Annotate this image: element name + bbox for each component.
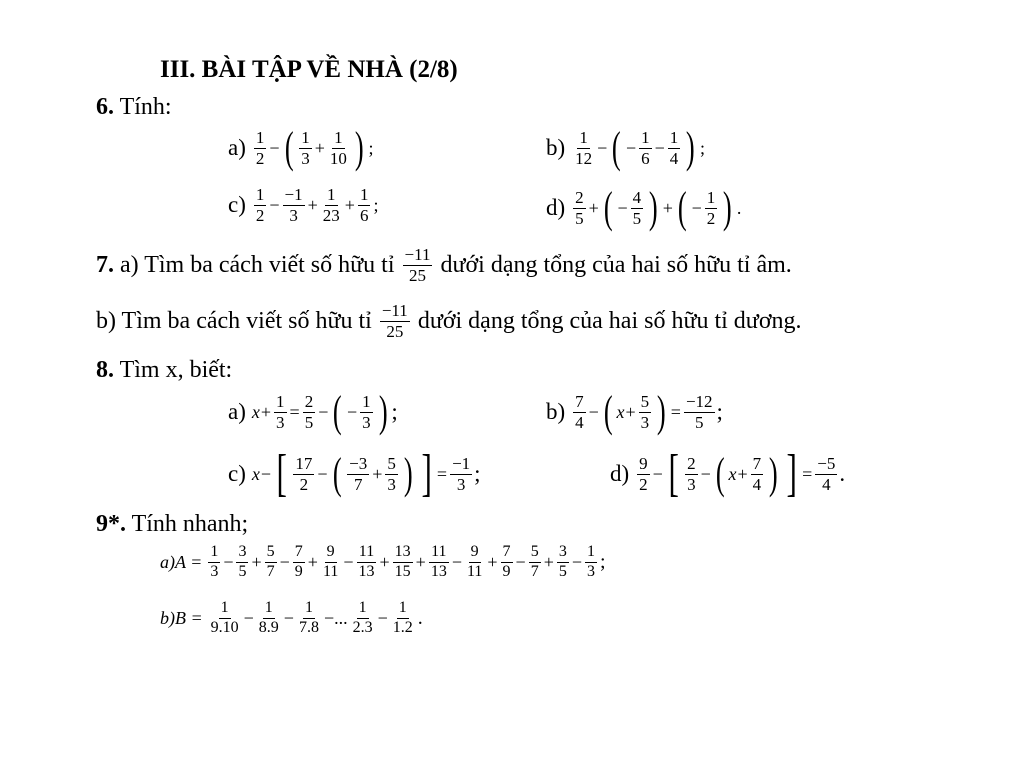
operator: + <box>543 551 554 572</box>
fraction: $\frac{7}{9}$ <box>294 543 303 580</box>
ex8-b: b) $\frac{7}{4}$ − ( x + $\frac{5}{3}$ ) = $\frac{-12}{5}$ ; <box>546 387 723 436</box>
ex8-d: d) $\frac{9}{2}$ − [ $\frac{2}{3}$ − ( x + $\frac{7}{4}$ ) ] = $\frac{-5}{4}$ . <box>610 445 846 502</box>
operator: − <box>515 551 526 572</box>
operator: −... <box>323 607 348 628</box>
ex6-b: b) $\frac{1}{12}$ − ( − $\frac{1}{6}$ − $\frac{1}{4}$ ) ; <box>546 123 705 172</box>
operator: − <box>343 551 354 572</box>
expr-label: a)A = <box>160 551 203 572</box>
fraction: $\frac{1}{3}$ <box>210 543 219 580</box>
fraction: $\frac{1}{2}$ <box>255 127 265 168</box>
fraction: $\frac{9}{11}$ <box>466 543 483 580</box>
fraction: $\frac{1}{3}$ <box>276 391 285 432</box>
part-label: c) <box>228 192 246 218</box>
exercise-7b <box>96 302 802 341</box>
exercise-7a <box>96 246 792 285</box>
part-label: a) <box>228 135 246 160</box>
fraction: $\frac{1}{7.8}$ <box>298 599 319 636</box>
exercise-number: 6. <box>96 94 114 120</box>
ex6-a: a) $\frac{1}{2}$ − ( $\frac{1}{3}$ + $\frac{1}{10}$ ) ; <box>228 123 374 172</box>
fraction: $\frac{1}{10}$ <box>329 127 347 168</box>
fraction: $\frac{11}{13}$ <box>430 543 447 580</box>
operator: + <box>307 551 318 572</box>
fraction: $\frac{1}{8.9}$ <box>258 599 279 636</box>
operator: − <box>223 551 234 572</box>
fraction: $\frac{5}{7}$ <box>530 543 539 580</box>
fraction: $\frac{7}{9}$ <box>502 543 511 580</box>
part-label: d) <box>546 195 566 220</box>
part-label: b) <box>546 399 566 424</box>
fraction: $\frac{-11}{25}$ <box>381 301 408 341</box>
fraction: $\frac{1}{4}$ <box>669 127 679 168</box>
fraction: $\frac{1}{6}$ <box>359 185 369 225</box>
fraction: $\frac{13}{15}$ <box>394 543 411 580</box>
fraction: $\frac{-1}{3}$ <box>452 453 471 494</box>
fraction: $\frac{1}{23}$ <box>322 185 340 225</box>
exercise-text: dưới dạng tổng của hai số hữu tỉ dương. <box>411 307 802 334</box>
operator: − <box>243 607 254 628</box>
fraction: $\frac{1}{12}$ <box>575 127 593 168</box>
fraction: $\frac{17}{2}$ <box>295 453 313 494</box>
fraction: $\frac{-12}{5}$ <box>685 391 713 432</box>
operator: + <box>415 551 426 572</box>
ex9-a: a)A = $\frac{1}{3}$ − $\frac{3}{5}$ + $\frac{5}{7}$ − $\frac{7}{9}$ + $\frac{9}{11}$ − $\frac{11}{13}$ + $\frac{13}{15}$ + $\frac{11}{13}$ − $\frac{9}{11}$ + $\frac{7}{9}$ − $\frac{5}{7}$ + $\frac{3}{5}$ − $\frac{1}{3}$ ; <box>160 543 606 580</box>
fraction: $\frac{1}{1.2}$ <box>392 599 413 636</box>
fraction: $\frac{9}{11}$ <box>322 543 339 580</box>
ex9-b: b)B = $\frac{1}{9.10}$ − $\frac{1}{8.9}$ − $\frac{1}{7.8}$ −... $\frac{1}{2.3}$ − $\frac{1}{1.2}$ . <box>160 599 423 636</box>
fraction: $\frac{1}{2}$ <box>255 185 265 225</box>
part-label: c) <box>228 461 246 486</box>
operator: + <box>487 551 498 572</box>
operator: − <box>279 551 290 572</box>
exercise-text: a) Tìm ba cách viết số hữu tỉ <box>114 251 401 278</box>
exercise-text: b) Tìm ba cách viết số hữu tỉ <box>96 307 378 334</box>
ex8-c: c) x − [ $\frac{17}{2}$ − ( $\frac{-3}{7}$ + $\frac{5}{3}$ ) ] = $\frac{-1}{3}$ ; <box>228 445 481 502</box>
part-label: a) <box>228 399 246 424</box>
term-list <box>207 600 417 637</box>
exercise-text: dưới dạng tổng của hai số hữu tỉ âm. <box>434 251 792 278</box>
operator: + <box>251 551 262 572</box>
fraction: $\frac{1}{3}$ <box>301 127 310 168</box>
operator: − <box>377 607 388 628</box>
exercise-text: Tính nhanh; <box>126 511 249 537</box>
operator: + <box>379 551 390 572</box>
part-label: d) <box>610 461 630 486</box>
fraction: $\frac{-3}{7}$ <box>349 453 368 494</box>
exercise-number: 7. <box>96 251 114 278</box>
fraction: $\frac{1}{3}$ <box>587 543 595 580</box>
operator: − <box>451 551 462 572</box>
fraction: $\frac{2}{5}$ <box>304 391 314 432</box>
fraction: $\frac{4}{5}$ <box>632 187 642 228</box>
exercise-9-heading <box>96 511 248 538</box>
ex6-c: c) $\frac{1}{2}$ − $\frac{-1}{3}$ + $\frac{1}{23}$ + $\frac{1}{6}$ ; <box>228 185 379 225</box>
fraction: $\frac{5}{3}$ <box>640 391 650 432</box>
ex6-d: d) $\frac{2}{5}$ + ( − $\frac{4}{5}$ ) + ( − $\frac{1}{2}$ ) . <box>546 183 742 232</box>
fraction: $\frac{-5}{4}$ <box>817 453 836 494</box>
fraction: $\frac{1}{3}$ <box>362 391 371 432</box>
fraction: $\frac{-1}{3}$ <box>284 185 303 225</box>
fraction: $\frac{1}{6}$ <box>641 127 650 168</box>
fraction: $\frac{9}{2}$ <box>639 453 648 494</box>
operator: − <box>571 551 582 572</box>
fraction: $\frac{2}{5}$ <box>575 187 584 228</box>
fraction: $\frac{1}{2.3}$ <box>352 599 373 636</box>
fraction: $\frac{5}{3}$ <box>387 453 396 494</box>
exercise-text: Tính: <box>114 94 172 120</box>
exercise-text: Tìm x, biết: <box>114 357 233 383</box>
page-title: III. BÀI TẬP VỀ NHÀ (2/8) <box>160 56 458 83</box>
fraction: $\frac{11}{13}$ <box>358 543 375 580</box>
exercise-6-heading <box>96 94 172 121</box>
fraction: $\frac{1}{9.10}$ <box>210 599 239 636</box>
ex8-a: a) x + $\frac{1}{3}$ = $\frac{2}{5}$ − ( − $\frac{1}{3}$ ) ; <box>228 387 398 436</box>
fraction: $\frac{2}{3}$ <box>687 453 696 494</box>
fraction: $\frac{5}{7}$ <box>266 543 275 580</box>
operator: − <box>283 607 294 628</box>
expr-label: b)B = <box>160 607 203 628</box>
fraction: $\frac{3}{5}$ <box>238 543 247 580</box>
exercise-number: 9*. <box>96 511 126 537</box>
term-list <box>206 544 599 581</box>
fraction: $\frac{7}{4}$ <box>575 391 584 432</box>
fraction: $\frac{3}{5}$ <box>558 543 567 580</box>
part-label: b) <box>546 135 566 160</box>
exercise-number: 8. <box>96 357 114 383</box>
fraction: $\frac{7}{4}$ <box>752 453 762 494</box>
exercise-8-heading <box>96 357 232 384</box>
fraction: $\frac{-11}{25}$ <box>404 245 431 285</box>
fraction: $\frac{1}{2}$ <box>706 187 716 228</box>
